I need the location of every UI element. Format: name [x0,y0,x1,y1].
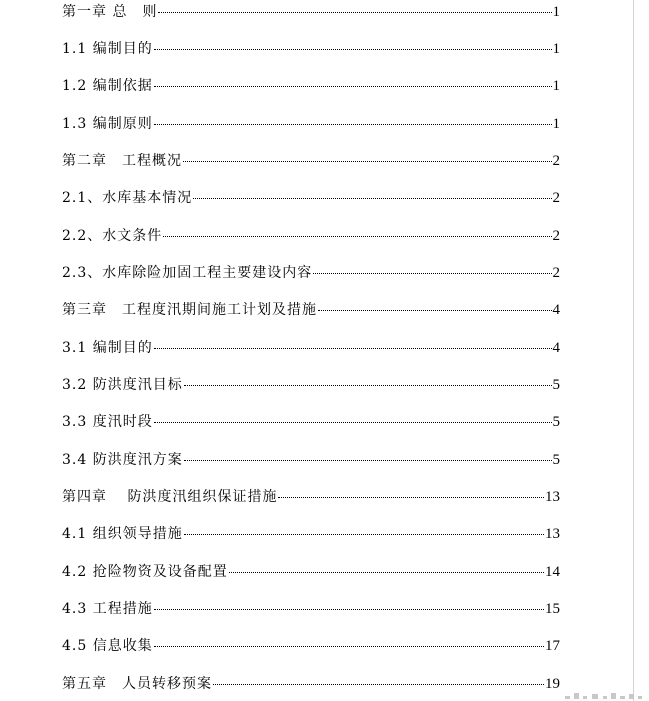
toc-entry-2-2[interactable] [62,224,560,248]
toc-entry-page: 13 [545,526,560,542]
toc-entry-page: 4 [552,302,560,318]
toc-entry-page: 5 [552,377,560,393]
toc-entry-title: 3.3 度汛时段 [62,414,153,430]
dot-leader [184,460,552,461]
toc-entry-title: 第二章 工程概况 [62,153,182,169]
toc-entry-title: 4.2 抢险物资及设备配置 [62,564,228,580]
dot-leader [154,646,544,647]
dot-leader [163,236,551,237]
toc-entry-4-3[interactable] [62,597,560,621]
dot-leader [318,310,552,311]
toc-entry-title: 1.3 编制原则 [62,116,153,132]
toc-entry-title: 2.3、水库除险加固工程主要建设内容 [62,265,313,281]
toc-entry-4-2[interactable] [62,560,560,584]
toc-entry-page: 5 [552,414,560,430]
toc-entry-chapter-2[interactable] [62,149,560,173]
dot-leader [229,572,544,573]
toc-entry-4-5[interactable] [62,634,560,658]
toc-entry-chapter-5[interactable] [62,672,560,696]
toc-entry-page: 2 [552,265,560,281]
corner-marks-icon [563,688,649,701]
toc-entry-title: 第一章 总 则 [62,4,158,20]
toc-entry-page: 19 [545,676,560,692]
toc-entry-chapter-4[interactable] [62,485,560,509]
dot-leader [183,161,552,162]
toc-entry-page: 5 [552,452,560,468]
toc-entry-2-3[interactable] [62,261,560,285]
toc-entry-page: 13 [545,489,560,505]
toc-entry-page: 4 [552,340,560,356]
dot-leader [213,684,544,685]
toc-entry-title: 2.2、水文条件 [62,228,163,244]
dot-leader [313,273,551,274]
toc-entry-page: 1 [552,41,560,57]
toc-entry-title: 2.1、水库基本情况 [62,190,193,206]
toc-entry-title: 1.1 编制目的 [62,41,153,57]
toc-entry-1-1[interactable] [62,37,560,61]
dot-leader [184,385,552,386]
toc-entry-title: 第五章 人员转移预案 [62,676,212,692]
toc-entry-chapter-3[interactable] [62,298,560,322]
dot-leader [154,124,552,125]
toc-entry-3-1[interactable] [62,336,560,360]
toc-entry-2-1[interactable] [62,186,560,210]
toc-entry-title: 4.5 信息收集 [62,638,153,654]
toc-entry-page: 1 [552,78,560,94]
toc-entry-page: 2 [552,228,560,244]
toc-entry-1-2[interactable] [62,74,560,98]
toc-entry-page: 15 [545,601,560,617]
toc-entry-page: 14 [545,564,560,580]
toc-entry-4-1[interactable] [62,522,560,546]
toc-entry-title: 3.2 防洪度汛目标 [62,377,183,393]
toc-entry-page: 2 [552,190,560,206]
toc-entry-page: 2 [552,153,560,169]
toc-entry-chapter-1[interactable] [62,0,560,24]
dot-leader [154,86,552,87]
toc-entry-title: 第四章 防洪度汛组织保证措施 [62,489,278,505]
toc-entry-3-4[interactable] [62,448,560,472]
toc-entry-title: 第三章 工程度汛期间施工计划及措施 [62,302,317,318]
toc-entry-1-3[interactable] [62,112,560,136]
toc-entry-title: 3.1 编制目的 [62,340,153,356]
toc-entry-title: 1.2 编制依据 [62,78,153,94]
toc-entry-title: 4.1 组织领导措施 [62,526,183,542]
toc-entry-title: 3.4 防洪度汛方案 [62,452,183,468]
page-edge-line [633,0,634,701]
toc-entry-3-2[interactable] [62,373,560,397]
dot-leader [278,497,544,498]
dot-leader [154,609,544,610]
dot-leader [193,198,551,199]
dot-leader [158,12,551,13]
toc-entry-title: 4.3 工程措施 [62,601,153,617]
toc-entry-3-3[interactable] [62,410,560,434]
dot-leader [154,422,552,423]
dot-leader [184,534,544,535]
toc-entry-page: 1 [552,4,560,20]
toc-entry-page: 1 [552,116,560,132]
dot-leader [154,49,552,50]
toc-entry-page: 17 [545,638,560,654]
dot-leader [154,348,552,349]
